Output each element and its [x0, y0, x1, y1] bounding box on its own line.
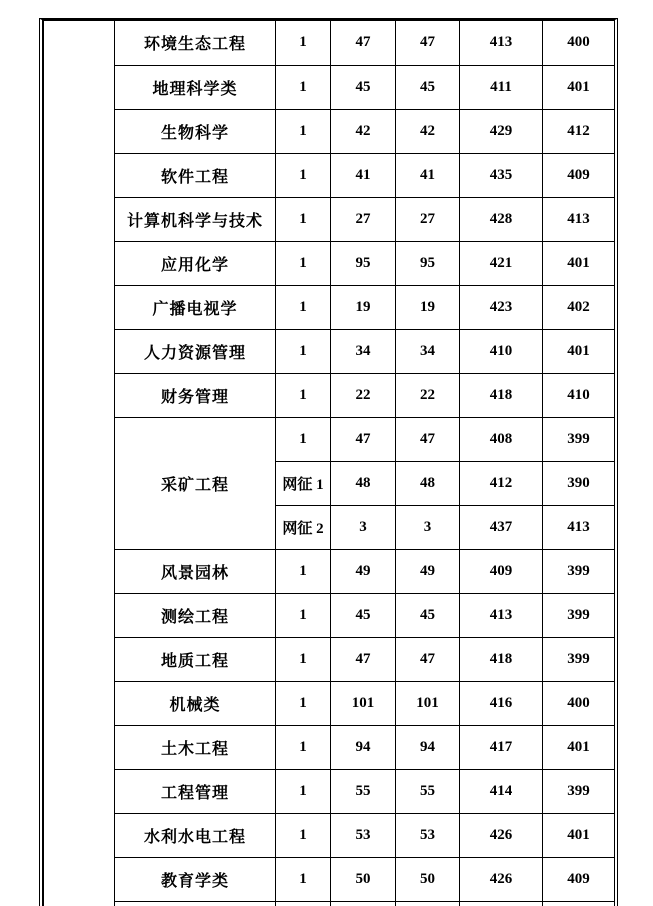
value-cell: 413: [543, 197, 615, 241]
value-cell: 3: [331, 505, 396, 549]
table-row: [44, 153, 615, 197]
value-cell: 94: [331, 725, 396, 769]
table-row: [44, 21, 615, 65]
value-cell: 402: [543, 285, 615, 329]
batch-cell: 1: [276, 21, 331, 65]
major-cell: 水利水电工程: [115, 813, 276, 857]
value-cell: 409: [543, 153, 615, 197]
table-row: [44, 109, 615, 153]
value-cell: 416: [460, 681, 543, 725]
value-cell: 41: [331, 153, 396, 197]
table-row-clipped: [44, 901, 615, 906]
value-cell: 49: [331, 549, 396, 593]
value-cell: 50: [396, 857, 460, 901]
value-cell: 45: [396, 593, 460, 637]
value-cell: 49: [396, 549, 460, 593]
value-cell: 53: [331, 813, 396, 857]
value-cell: 400: [543, 681, 615, 725]
value-cell: 413: [543, 505, 615, 549]
major-cell: 教育学类: [115, 857, 276, 901]
value-cell: 42: [396, 109, 460, 153]
table-row: [44, 329, 615, 373]
value-cell: 47: [396, 21, 460, 65]
value-cell: 41: [396, 153, 460, 197]
value-cell: 22: [331, 373, 396, 417]
major-cell: 财务管理: [115, 373, 276, 417]
value-cell: 400: [543, 21, 615, 65]
major-cell: 环境生态工程: [115, 21, 276, 65]
batch-cell: 网征 1: [276, 461, 331, 505]
batch-cell: 1: [276, 549, 331, 593]
value-cell: 411: [460, 65, 543, 109]
major-cell: 工程管理: [115, 769, 276, 813]
merged-left-cell: [44, 21, 115, 906]
value-cell: 426: [460, 857, 543, 901]
major-cell: 软件工程: [115, 153, 276, 197]
batch-cell: 网征 2: [276, 505, 331, 549]
value-cell: 401: [543, 65, 615, 109]
table-row: [44, 813, 615, 857]
major-cell: [115, 901, 276, 906]
batch-cell: 1: [276, 857, 331, 901]
table-row: [44, 725, 615, 769]
value-cell: 101: [396, 681, 460, 725]
value-cell: 409: [543, 857, 615, 901]
table-row: [44, 769, 615, 813]
major-cell: 机械类: [115, 681, 276, 725]
value-cell: [460, 901, 543, 906]
major-cell: 计算机科学与技术: [115, 197, 276, 241]
batch-cell: 1: [276, 681, 331, 725]
value-cell: 412: [460, 461, 543, 505]
major-cell: 土木工程: [115, 725, 276, 769]
admission-score-table: [43, 21, 615, 906]
value-cell: 95: [396, 241, 460, 285]
value-cell: 401: [543, 725, 615, 769]
value-cell: 435: [460, 153, 543, 197]
value-cell: 426: [460, 813, 543, 857]
value-cell: 55: [331, 769, 396, 813]
value-cell: 27: [396, 197, 460, 241]
table-row: [44, 549, 615, 593]
batch-cell: 1: [276, 813, 331, 857]
table-container: [39, 18, 618, 906]
major-cell: 地质工程: [115, 637, 276, 681]
value-cell: 47: [331, 21, 396, 65]
value-cell: 418: [460, 373, 543, 417]
major-cell: 广播电视学: [115, 285, 276, 329]
table-row: [44, 285, 615, 329]
value-cell: 45: [331, 65, 396, 109]
value-cell: 417: [460, 725, 543, 769]
value-cell: 19: [331, 285, 396, 329]
value-cell: 19: [396, 285, 460, 329]
value-cell: [543, 901, 615, 906]
value-cell: 409: [460, 549, 543, 593]
table-row: [44, 857, 615, 901]
value-cell: 414: [460, 769, 543, 813]
batch-cell: 1: [276, 241, 331, 285]
value-cell: 55: [396, 769, 460, 813]
value-cell: 42: [331, 109, 396, 153]
value-cell: 428: [460, 197, 543, 241]
table-row: [44, 373, 615, 417]
batch-cell: 1: [276, 417, 331, 461]
value-cell: 45: [396, 65, 460, 109]
major-cell: 人力资源管理: [115, 329, 276, 373]
value-cell: 27: [331, 197, 396, 241]
value-cell: 399: [543, 769, 615, 813]
value-cell: 413: [460, 21, 543, 65]
value-cell: 399: [543, 549, 615, 593]
value-cell: 401: [543, 241, 615, 285]
value-cell: 390: [543, 461, 615, 505]
value-cell: 22: [396, 373, 460, 417]
table-row: [44, 417, 615, 461]
value-cell: 45: [331, 593, 396, 637]
value-cell: 401: [543, 813, 615, 857]
value-cell: 423: [460, 285, 543, 329]
value-cell: [331, 901, 396, 906]
value-cell: 410: [460, 329, 543, 373]
value-cell: 399: [543, 637, 615, 681]
batch-cell: 1: [276, 637, 331, 681]
table-row: [44, 197, 615, 241]
batch-cell: 1: [276, 593, 331, 637]
batch-cell: 1: [276, 153, 331, 197]
batch-cell: 1: [276, 197, 331, 241]
value-cell: 47: [331, 417, 396, 461]
value-cell: 412: [543, 109, 615, 153]
major-cell: 风景园林: [115, 549, 276, 593]
value-cell: 410: [543, 373, 615, 417]
value-cell: 401: [543, 329, 615, 373]
batch-cell: 1: [276, 109, 331, 153]
table-row: [44, 593, 615, 637]
table-row: [44, 241, 615, 285]
major-cell: 应用化学: [115, 241, 276, 285]
table-row: [44, 681, 615, 725]
batch-cell: 1: [276, 65, 331, 109]
value-cell: 429: [460, 109, 543, 153]
value-cell: 53: [396, 813, 460, 857]
batch-cell: 1: [276, 285, 331, 329]
table-row: [44, 65, 615, 109]
value-cell: 418: [460, 637, 543, 681]
batch-cell: 1: [276, 769, 331, 813]
value-cell: 34: [396, 329, 460, 373]
value-cell: 47: [396, 637, 460, 681]
value-cell: 421: [460, 241, 543, 285]
table-row: [44, 637, 615, 681]
batch-cell: [276, 901, 331, 906]
value-cell: 3: [396, 505, 460, 549]
value-cell: 399: [543, 593, 615, 637]
major-cell: 测绘工程: [115, 593, 276, 637]
batch-cell: 1: [276, 373, 331, 417]
value-cell: 34: [331, 329, 396, 373]
value-cell: [396, 901, 460, 906]
value-cell: 101: [331, 681, 396, 725]
batch-cell: 1: [276, 329, 331, 373]
batch-cell: 1: [276, 725, 331, 769]
value-cell: 95: [331, 241, 396, 285]
value-cell: 408: [460, 417, 543, 461]
major-cell: 地理科学类: [115, 65, 276, 109]
value-cell: 399: [543, 417, 615, 461]
value-cell: 50: [331, 857, 396, 901]
value-cell: 47: [396, 417, 460, 461]
major-cell: 生物科学: [115, 109, 276, 153]
value-cell: 47: [331, 637, 396, 681]
value-cell: 437: [460, 505, 543, 549]
value-cell: 48: [331, 461, 396, 505]
value-cell: 413: [460, 593, 543, 637]
value-cell: 48: [396, 461, 460, 505]
major-cell-merged: 采矿工程: [115, 417, 276, 549]
value-cell: 94: [396, 725, 460, 769]
